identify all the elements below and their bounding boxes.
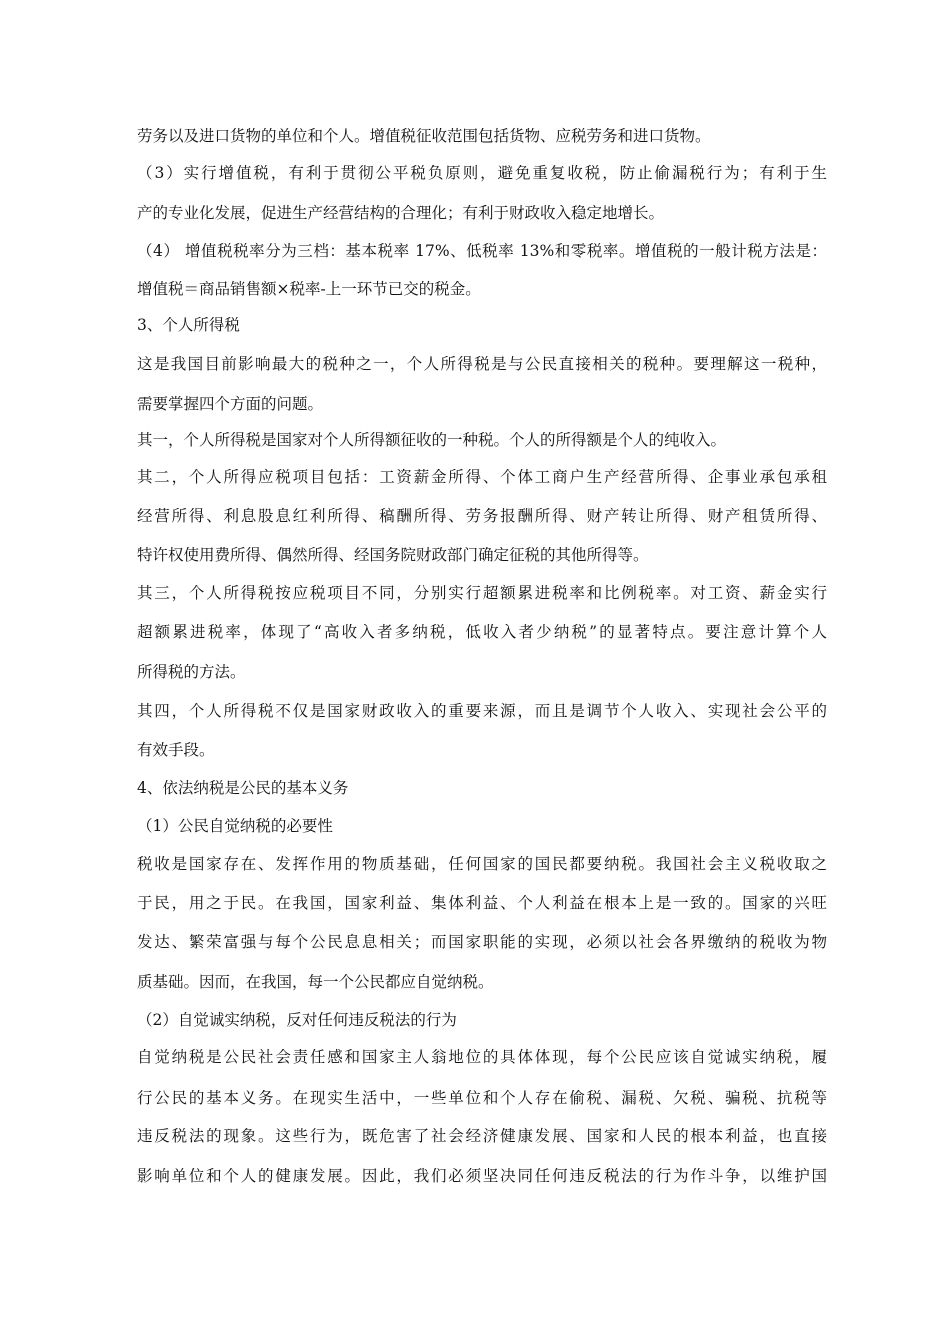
text-line-3: 产的专业化发展，促进生产经营结构的合理化；有利于财政收入稳定地增长。	[137, 204, 665, 222]
text-line-8: 需要掌握四个方面的问题。	[137, 395, 324, 413]
text-line-21: 于民，用之于民。在我国，国家利益、集体利益、个人利益在根本上是一致的。国家的兴旺	[137, 894, 827, 912]
text-line-22: 发达、繁荣富强与每个公民息息相关；而国家职能的实现，必须以社会各界缴纳的税收为物	[137, 933, 827, 951]
subsection-heading-1: （1）公民自觉纳税的必要性	[137, 817, 333, 835]
text-line-13: 其三，个人所得税按应税项目不同，分别实行超额累进税率和比例税率。对工资、薪金实行	[137, 584, 827, 602]
text-line-16: 其四，个人所得税不仅是国家财政收入的重要来源，而且是调节个人收入、实现社会公平的	[137, 702, 827, 720]
text-line-26: 行公民的基本义务。在现实生活中，一些单位和个人存在偷税、漏税、欠税、骗税、抗税等	[137, 1089, 827, 1107]
text-line-1: 劳务以及进口货物的单位和个人。增值税征收范围包括货物、应税劳务和进口货物。	[137, 127, 711, 145]
text-line-5: 增值税＝商品销售额×税率-上一环节已交的税金。	[137, 280, 481, 298]
section-heading-4: 4、依法纳税是公民的基本义务	[137, 779, 349, 797]
text-line-28: 影响单位和个人的健康发展。因此，我们必须坚决同任何违反税法的行为作斗争，以维护国	[137, 1167, 827, 1185]
text-line-23: 质基础。因而，在我国，每一个公民都应自觉纳税。	[137, 973, 494, 991]
text-line-7: 这是我国目前影响最大的税种之一，个人所得税是与公民直接相关的税种。要理解这一税种，	[137, 355, 827, 373]
text-line-4: （4） 增值税税率分为三档：基本税率 17%、低税率 13%和零税率。增值税的一般计税方法是：	[137, 242, 827, 260]
text-line-12: 特许权使用费所得、偶然所得、经国务院财政部门确定征税的其他所得等。	[137, 546, 649, 564]
text-line-11: 经营所得、利息股息红利所得、稿酬所得、劳务报酬所得、财产转让所得、财产租赁所得、	[137, 507, 827, 525]
subsection-heading-2: （2）自觉诚实纳税，反对任何违反税法的行为	[137, 1011, 457, 1029]
text-line-17: 有效手段。	[137, 741, 215, 759]
text-line-10: 其二，个人所得应税项目包括：工资薪金所得、个体工商户生产经营所得、企事业承包承租	[137, 468, 827, 486]
text-line-25: 自觉纳税是公民社会责任感和国家主人翁地位的具体体现，每个公民应该自觉诚实纳税，履	[137, 1048, 827, 1066]
text-line-2: （3）实行增值税，有利于贯彻公平税负原则，避免重复收税，防止偷漏税行为；有利于生	[137, 164, 827, 182]
text-line-9: 其一，个人所得税是国家对个人所得额征收的一种税。个人的所得额是个人的纯收入。	[137, 431, 727, 449]
section-heading-3: 3、个人所得税	[137, 316, 240, 334]
text-line-14: 超额累进税率，体现了“高收入者多纳税，低收入者少纳税”的显著特点。要注意计算个人	[137, 623, 827, 641]
text-line-20: 税收是国家存在、发挥作用的物质基础，任何国家的国民都要纳税。我国社会主义税收取之	[137, 855, 827, 873]
text-line-27: 违反税法的现象。这些行为，既危害了社会经济健康发展、国家和人民的根本利益，也直接	[137, 1127, 827, 1145]
text-line-15: 所得税的方法。	[137, 663, 246, 681]
